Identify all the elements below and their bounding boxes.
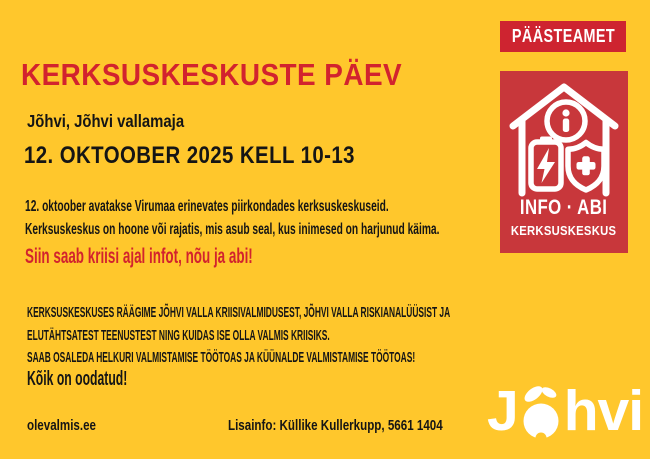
event-location: Jõhvi, Jõhvi vallamaja [27,111,185,131]
page-title-text: KERKSUSKESKUSTE PÄEV [21,57,403,92]
johvi-logo [487,381,643,441]
apple-o-icon [519,383,563,441]
paasteamet-badge [500,21,626,52]
paasteamet-badge-label: PÄÄSTEAMET [511,26,615,46]
body-line-2: ELUTÄHTSATEST TEENUSTEST NING KUIDAS ISE OLLA VALMIS KRIISIKS. [27,326,330,344]
shield-icon [568,143,604,191]
intro-line-2: Kerksuskeskus on hoone või rajatis, mis asub seal, kus inimesed on harjunud käima. [25,220,440,238]
info-abi-logo [500,71,628,253]
welcome-line: Kõik on oodatud! [27,368,128,390]
contact-info: Lisainfo: Küllike Kullerkupp, 5661 1404 [228,418,443,434]
body-line-3: SAAB OSALEDA HELKURI VALMISTAMISE TÖÖTOAS JA KÜÜNALDE VALMISTAMISE TÖÖTOAS! [27,349,416,366]
logo-text-kerksuskeskus: KERKSUSKESKUS [511,224,617,238]
website-url: olevalmis.ee [27,418,96,434]
event-datetime: 12. OKTOOBER 2025 KELL 10-13 [24,142,355,169]
johvi-logo-prefix: J [487,379,518,443]
battery-icon [531,137,561,190]
intro-line-1: 12. oktoober avatakse Virumaa erinevates piirkondades kerksuskeskuseid. [25,198,389,215]
page-title [21,57,444,93]
kerksuskeskus-house-icon [500,71,628,197]
body-line-1: KERKSUSKESKUSES RÄÄGIME JÕHVI VALLA KRIISIVALMIDUSEST, JÕHVI VALLA RISKIANALÜÜSIST JA [27,304,451,321]
logo-text-info-abi: INFO · ABI [520,196,608,219]
johvi-logo-suffix: hvi [563,379,644,443]
body-paragraph [27,302,650,370]
highlight-slogan: Siin saab kriisi ajal infot, nõu ja abi! [25,245,253,268]
info-icon [547,102,585,140]
